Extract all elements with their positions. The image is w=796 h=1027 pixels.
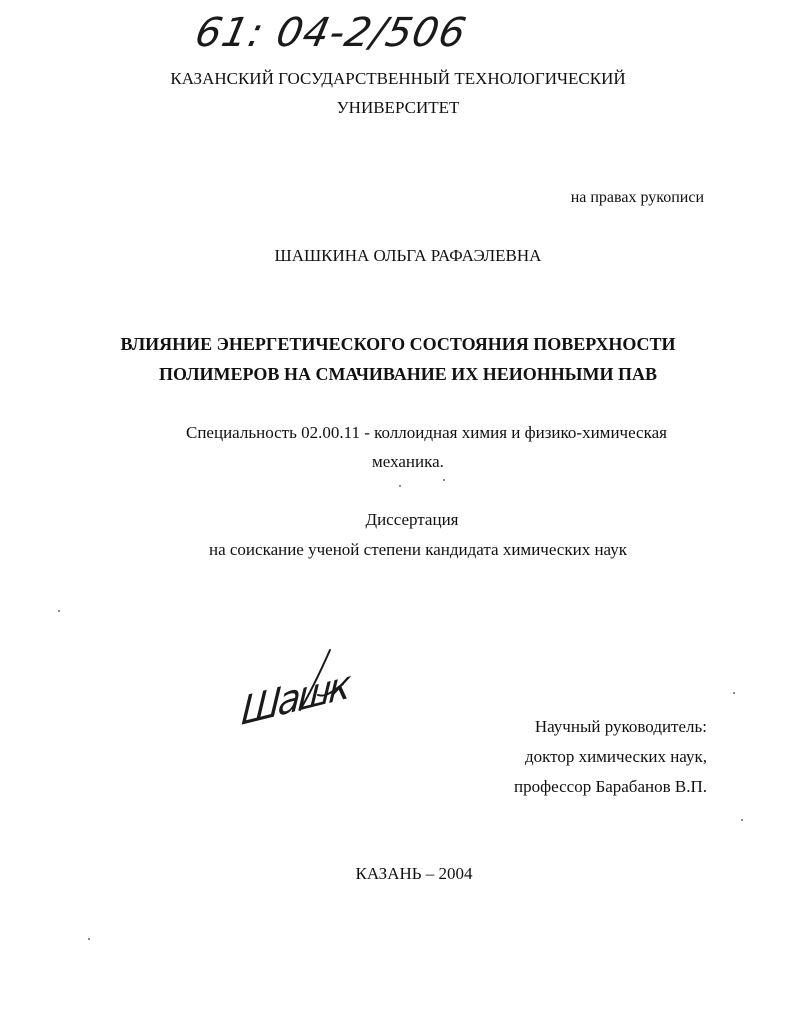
advisor-degree: доктор химических наук, <box>524 747 707 766</box>
manuscript-note: на правах рукописи <box>570 189 704 206</box>
university-name-line1: КАЗАНСКИЙ ГОСУДАРСТВЕННЫЙ ТЕХНОЛОГИЧЕСКИЙ <box>170 69 626 88</box>
dissertation-label: Диссертация <box>365 510 459 529</box>
author-name: ШАШКИНА ОЛЬГА РАФАЭЛЕВНА <box>274 246 542 265</box>
specialty-line2: механика. <box>372 452 444 471</box>
archive-number: 61: 04-2/506 <box>191 10 471 56</box>
scan-speck <box>741 819 743 821</box>
signature-flourish <box>300 650 343 710</box>
scan-speck <box>88 938 90 940</box>
specialty-line1: Специальность 02.00.11 - коллоидная химия и физико-химическая <box>186 423 667 442</box>
advisor-name: профессор Барабанов В.П. <box>514 777 707 796</box>
scan-speck <box>443 479 445 481</box>
scan-speck <box>733 692 735 694</box>
university-name-line2: УНИВЕРСИТЕТ <box>336 98 460 117</box>
dissertation-title-line2: ПОЛИМЕРОВ НА СМАЧИВАНИЕ ИХ НЕИОННЫМИ ПАВ <box>159 364 657 384</box>
scan-speck <box>399 485 401 487</box>
city-year: КАЗАНЬ – 2004 <box>355 864 473 883</box>
advisor-label: Научный руководитель: <box>534 717 707 736</box>
scan-speck <box>58 610 60 612</box>
signature: Шашк <box>240 661 350 735</box>
dissertation-title-line1: ВЛИЯНИЕ ЭНЕРГЕТИЧЕСКОГО СОСТОЯНИЯ ПОВЕРХНОСТИ <box>120 334 676 354</box>
degree-line: на соискание ученой степени кандидата химических наук <box>208 540 627 559</box>
